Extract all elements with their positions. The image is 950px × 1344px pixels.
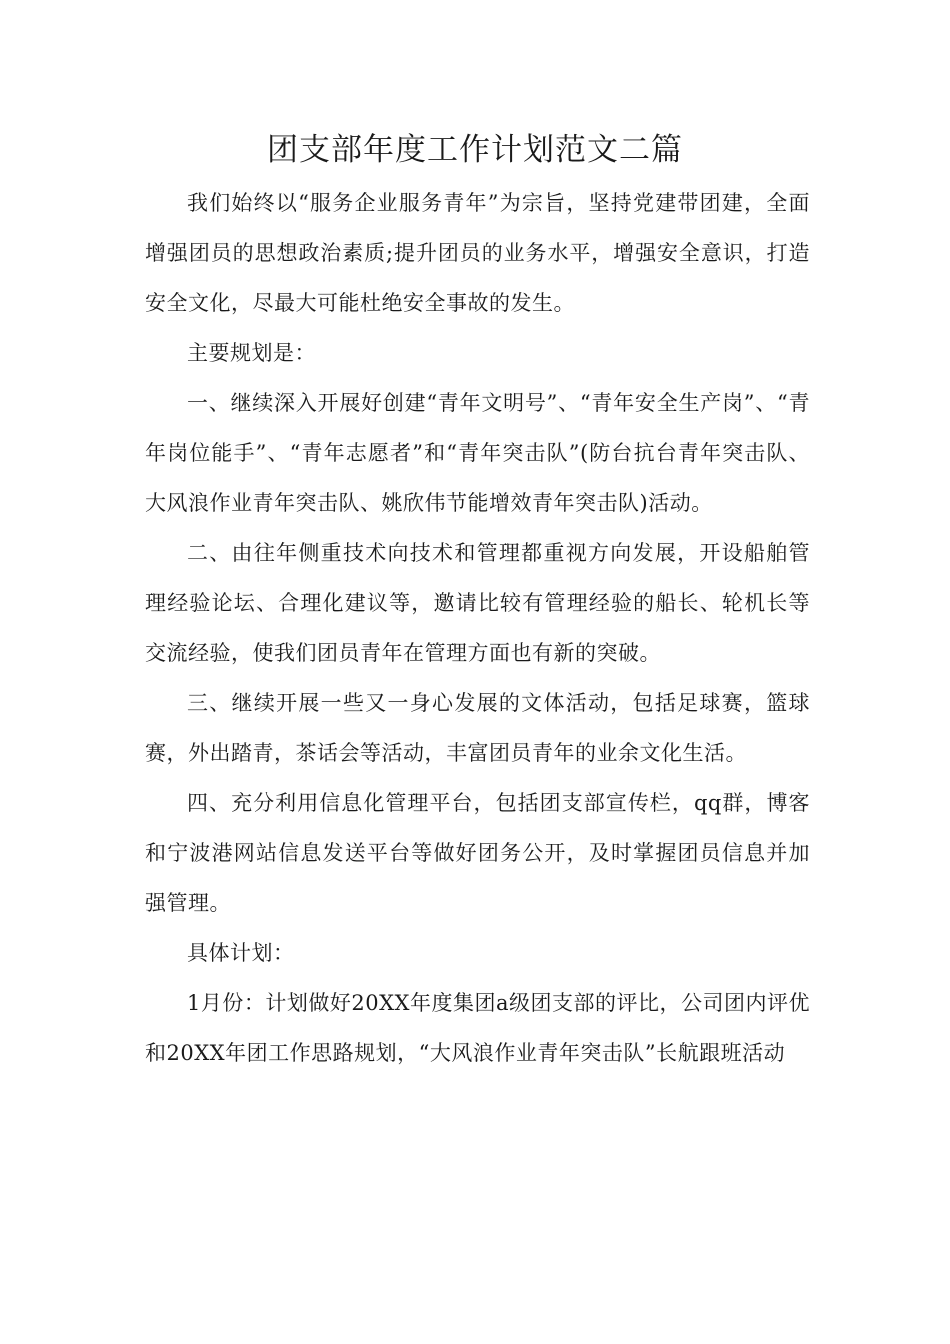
- paragraph-specific-plan-heading: 具体计划：: [187, 941, 295, 965]
- document-body: [145, 178, 810, 1078]
- paragraph-main-plan-heading: 主要规划是：: [187, 341, 316, 365]
- paragraph-item-four: 四、充分利用信息化管理平台，包括团支部宣传栏，qq群，博客和宁波港网站信息发送平台等做好团务公开，及时掌握团员信息并加强管理。: [145, 791, 810, 915]
- paragraph-january: 1月份：计划做好20XX年度集团a级团支部的评比，公司团内评优和20XX年团工作思路规划，“大风浪作业青年突击队”长航跟班活动: [145, 991, 811, 1065]
- paragraph-item-one: 一、继续深入开展好创建“青年文明号”、“青年安全生产岗”、“青年岗位能手”、“青年志愿者”和“青年突击队”(防台抗台青年突击队、大风浪作业青年突击队、姚欣伟节能增效青年突击队)活动。: [145, 391, 810, 515]
- paragraph-item-two: 二、由往年侧重技术向技术和管理都重视方向发展，开设船舶管理经验论坛、合理化建议等，邀请比较有管理经验的船长、轮机长等交流经验，使我们团员青年在管理方面也有新的突破。: [145, 541, 810, 665]
- document-title: 团支部年度工作计划范文二篇: [267, 132, 683, 168]
- paragraph-item-three: 三、继续开展一些又一身心发展的文体活动，包括足球赛，篮球赛，外出踏青，茶话会等活动，丰富团员青年的业余文化生活。: [145, 691, 810, 765]
- paragraph-intro: 我们始终以“服务企业服务青年”为宗旨，坚持党建带团建，全面增强团员的思想政治素质;提升团员的业务水平，增强安全意识，打造安全文化，尽最大可能杜绝安全事故的发生。: [145, 191, 810, 315]
